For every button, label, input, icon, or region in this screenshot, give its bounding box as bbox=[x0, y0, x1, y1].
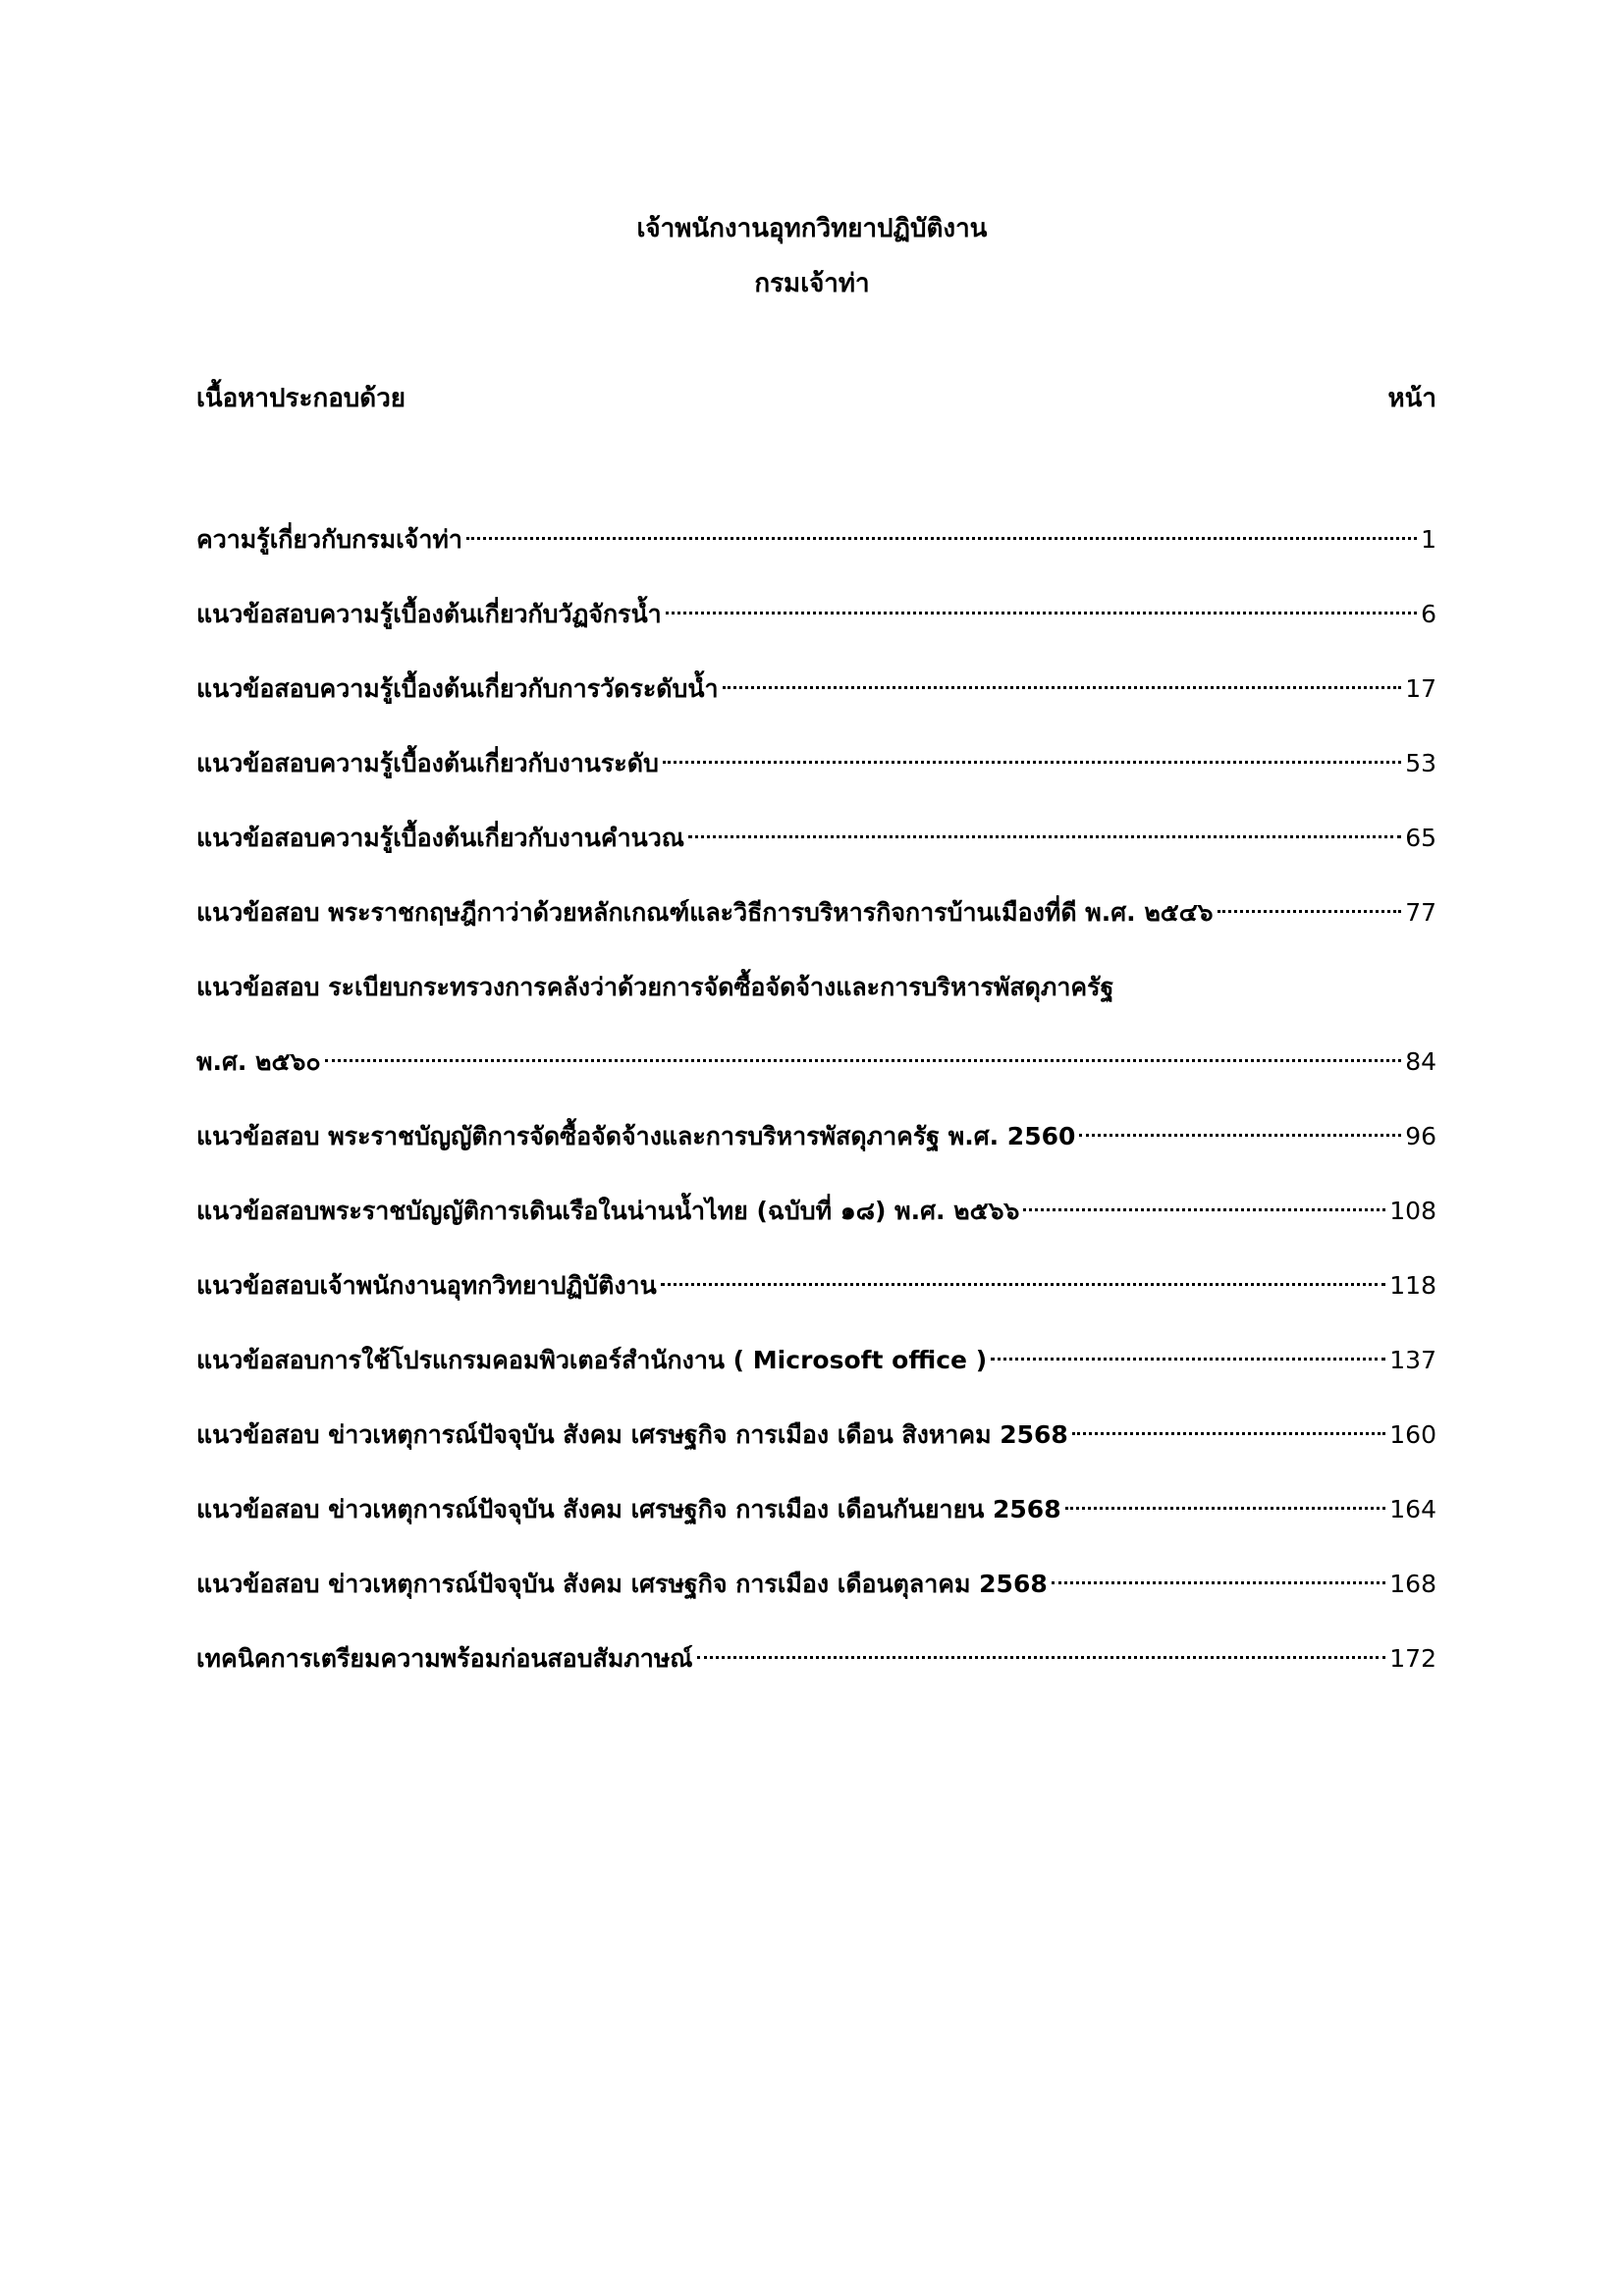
dot-leader bbox=[666, 612, 1417, 614]
toc-entry[interactable] bbox=[196, 1025, 1436, 1099]
toc-entry-title: แนวข้อสอบ พระราชกฤษฎีกาว่าด้วยหลักเกณฑ์และวิธีการบริหารกิจการบ้านเมืองที่ดี พ.ศ. ๒๕๔๖ bbox=[196, 898, 1214, 927]
toc-entry-page: 118 bbox=[1389, 1271, 1436, 1300]
toc-entry[interactable] bbox=[196, 726, 1436, 801]
toc-entry-title[interactable]: แนวข้อสอบ ระเบียบกระทรวงการคลังว่าด้วยการจัดซื้อจัดจ้างและการบริหารพัสดุภาครัฐ bbox=[196, 973, 1114, 1001]
toc-entry-title: แนวข้อสอบ พระราชบัญญัติการจัดซื้อจัดจ้างและการบริหารพัสดุภาครัฐ พ.ศ. 2560 bbox=[196, 1122, 1076, 1150]
toc-entry-page: 17 bbox=[1405, 674, 1436, 703]
toc-entry-title: แนวข้อสอบความรู้เบื้องต้นเกี่ยวกับงานระดับ bbox=[196, 749, 659, 777]
toc-entry-page: 84 bbox=[1405, 1047, 1436, 1076]
toc-entry[interactable] bbox=[196, 1547, 1436, 1622]
toc-entry-page: 6 bbox=[1421, 600, 1436, 628]
toc-entry-title-continuation: พ.ศ. ๒๕๖๐ bbox=[196, 1047, 321, 1076]
toc-entry[interactable] bbox=[196, 652, 1436, 726]
dot-leader bbox=[325, 1059, 1402, 1062]
toc-entry-title: ความรู้เกี่ยวกับกรมเจ้าท่า bbox=[196, 525, 462, 554]
table-of-contents bbox=[196, 503, 1436, 1696]
toc-entry-page: 96 bbox=[1405, 1122, 1436, 1150]
toc-entry-page: 65 bbox=[1405, 824, 1436, 852]
toc-entry-title: แนวข้อสอบพระราชบัญญัติการเดินเรือในน่านน้ำไทย (ฉบับที่ ๑๘) พ.ศ. ๒๕๖๖ bbox=[196, 1197, 1020, 1225]
toc-entry-page: 160 bbox=[1389, 1420, 1436, 1449]
toc-entry-page: 1 bbox=[1421, 525, 1436, 554]
toc-entry-page: 172 bbox=[1389, 1644, 1436, 1673]
toc-entry-title: แนวข้อสอบความรู้เบื้องต้นเกี่ยวกับการวัดระดับน้ำ bbox=[196, 674, 719, 703]
toc-entry-page: 77 bbox=[1405, 898, 1436, 927]
toc-entry-page: 164 bbox=[1389, 1495, 1436, 1523]
toc-header bbox=[196, 378, 1436, 418]
toc-entry[interactable] bbox=[196, 503, 1436, 577]
toc-entry-title: แนวข้อสอบ ข่าวเหตุการณ์ปัจจุบัน สังคม เศรษฐกิจ การเมือง เดือนกันยายน 2568 bbox=[196, 1495, 1061, 1523]
toc-entry-page: 168 bbox=[1389, 1570, 1436, 1598]
toc-entry-page: 137 bbox=[1389, 1346, 1436, 1374]
toc-entry-title: แนวข้อสอบการใช้โปรแกรมคอมพิวเตอร์สำนักงาน ( Microsoft office ) bbox=[196, 1346, 988, 1374]
toc-entry[interactable] bbox=[196, 1323, 1436, 1398]
dot-leader bbox=[1218, 910, 1402, 913]
toc-entry-title: แนวข้อสอบ ข่าวเหตุการณ์ปัจจุบัน สังคม เศรษฐกิจ การเมือง เดือน สิงหาคม 2568 bbox=[196, 1420, 1068, 1449]
toc-entry[interactable] bbox=[196, 1472, 1436, 1547]
toc-entry[interactable] bbox=[196, 1622, 1436, 1696]
toc-entry-title: เทคนิคการเตรียมความพร้อมก่อนสอบสัมภาษณ์ bbox=[196, 1644, 693, 1673]
dot-leader bbox=[991, 1358, 1385, 1361]
toc-entry-title: แนวข้อสอบเจ้าพนักงานอุทกวิทยาปฏิบัติงาน bbox=[196, 1271, 657, 1300]
toc-entry[interactable] bbox=[196, 577, 1436, 652]
toc-entry-page: 53 bbox=[1405, 749, 1436, 777]
toc-heading: เนื้อหาประกอบด้วย bbox=[196, 384, 406, 413]
dot-leader bbox=[466, 537, 1417, 540]
toc-entry-title: แนวข้อสอบความรู้เบื้องต้นเกี่ยวกับวัฏจักรน้ำ bbox=[196, 600, 662, 628]
toc-entry[interactable] bbox=[196, 1249, 1436, 1323]
dot-leader bbox=[1065, 1507, 1386, 1510]
toc-entry[interactable] bbox=[196, 1398, 1436, 1472]
toc-entry-title: แนวข้อสอบความรู้เบื้องต้นเกี่ยวกับงานคำนวณ bbox=[196, 824, 684, 852]
document-title: เจ้าพนักงานอุทกวิทยาปฏิบัติงาน bbox=[636, 214, 988, 243]
dot-leader bbox=[1052, 1581, 1386, 1584]
toc-entry[interactable] bbox=[196, 876, 1436, 950]
toc-entry[interactable] bbox=[196, 1099, 1436, 1174]
toc-entry-page: 108 bbox=[1389, 1197, 1436, 1225]
dot-leader bbox=[661, 1283, 1386, 1286]
dot-leader bbox=[688, 835, 1401, 838]
dot-leader bbox=[1023, 1208, 1385, 1211]
dot-leader bbox=[663, 761, 1401, 764]
page-column-heading: หน้า bbox=[1387, 384, 1436, 413]
dot-leader bbox=[723, 686, 1402, 689]
dot-leader bbox=[1072, 1432, 1385, 1435]
dot-leader bbox=[697, 1656, 1386, 1659]
toc-entry[interactable] bbox=[196, 1174, 1436, 1249]
document-subtitle: กรมเจ้าท่า bbox=[754, 269, 870, 298]
toc-entry[interactable] bbox=[196, 801, 1436, 876]
dot-leader bbox=[1079, 1134, 1401, 1137]
toc-entry-title: แนวข้อสอบ ข่าวเหตุการณ์ปัจจุบัน สังคม เศรษฐกิจ การเมือง เดือนตุลาคม 2568 bbox=[196, 1570, 1048, 1598]
